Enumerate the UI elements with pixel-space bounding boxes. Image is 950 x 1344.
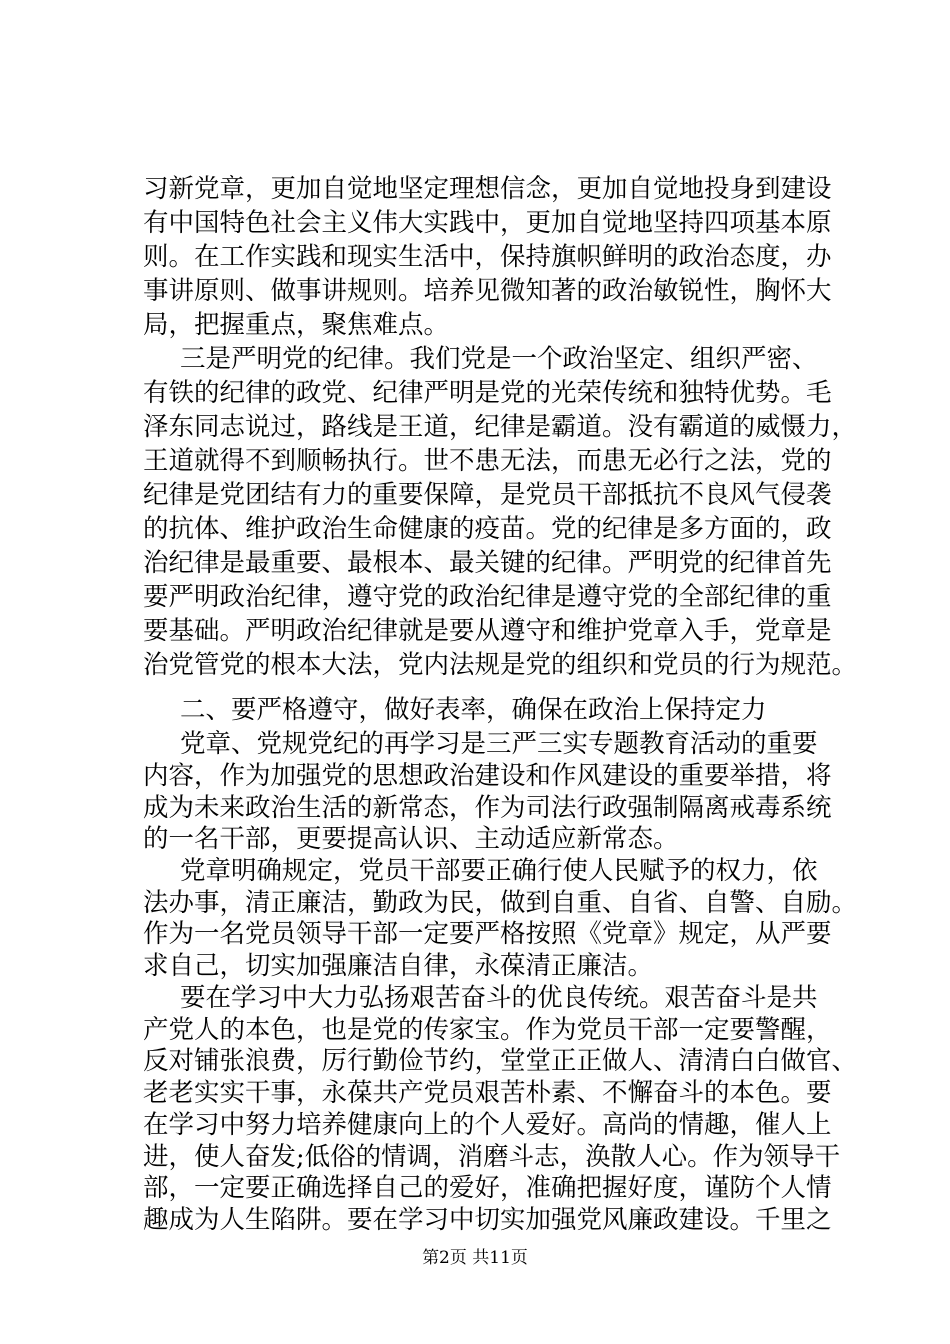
text-line: 产党人的本色，也是党的传家宝。作为党员干部一定要警醒， bbox=[143, 1014, 832, 1045]
text-line: 纪律是党团结有力的重要保障，是党员干部抵抗不良风气侵袭 bbox=[143, 480, 832, 510]
text-line: 局，把握重点，聚焦难点。 bbox=[143, 310, 450, 340]
text-line: 成为未来政治生活的新常态，作为司法行政强制隔离戒毒系统 bbox=[143, 792, 832, 823]
text-line: 要在学习中大力弘扬艰苦奋斗的优良传统。艰苦奋斗是共 bbox=[180, 982, 818, 1013]
text-line: 趣成为人生陷阱。要在学习中切实加强党风廉政建设。千里之 bbox=[143, 1205, 832, 1235]
text-line: 党章明确规定，党员干部要正确行使人民赋予的权力，依 bbox=[180, 855, 818, 886]
text-line: 三是严明党的纪律。我们党是一个政治坚定、组织严密、 bbox=[180, 344, 818, 374]
text-line: 王道就得不到顺畅执行。世不患无法，而患无必行之法，党的 bbox=[143, 446, 832, 476]
text-line: 要严明政治纪律，遵守党的政治纪律是遵守党的全部纪律的重 bbox=[143, 582, 832, 612]
text-line: 的一名干部，更要提高认识、主动适应新常态。 bbox=[143, 824, 679, 855]
text-line: 在学习中努力培养健康向上的个人爱好。高尚的情趣，催人上 bbox=[143, 1109, 832, 1140]
text-line: 事讲原则、做事讲规则。培养见微知著的政治敏锐性，胸怀大 bbox=[143, 276, 832, 306]
text-line: 有铁的纪律的政党、纪律严明是党的光荣传统和独特优势。毛 bbox=[143, 378, 832, 408]
text-line: 法办事，清正廉洁，勤政为民，做到自重、自省、自警、自励。 bbox=[143, 887, 858, 918]
text-line: 作为一名党员领导干部一定要严格按照《党章》规定，从严要 bbox=[143, 919, 832, 950]
text-line: 党章、党规党纪的再学习是三严三实专题教育活动的重要 bbox=[180, 729, 818, 759]
text-line: 进，使人奋发;低俗的情调，消磨斗志，涣散人心。作为领导干 bbox=[143, 1141, 841, 1172]
text-line: 反对铺张浪费，厉行勤俭节约，堂堂正正做人、清清白白做官、 bbox=[143, 1046, 858, 1077]
text-line: 治党管党的根本大法，党内法规是党的组织和党员的行为规范。 bbox=[143, 650, 858, 680]
text-line: 内容，作为加强党的思想政治建设和作风建设的重要举措，将 bbox=[143, 760, 832, 791]
text-line: 求自己，切实加强廉洁自律，永葆清正廉洁。 bbox=[143, 951, 654, 982]
section-heading: 二、要严格遵守，做好表率，确保在政治上保持定力 bbox=[180, 695, 767, 725]
text-line: 部，一定要正确选择自己的爱好，准确把握好度，谨防个人情 bbox=[143, 1173, 832, 1204]
text-line: 的抗体、维护政治生命健康的疫苗。党的纪律是多方面的，政 bbox=[143, 514, 832, 544]
text-line: 泽东同志说过，路线是王道，纪律是霸道。没有霸道的威慑力， bbox=[143, 412, 858, 442]
text-line: 老老实实干事，永葆共产党员艰苦朴素、不懈奋斗的本色。要 bbox=[143, 1078, 832, 1109]
text-line: 治纪律是最重要、最根本、最关键的纪律。严明党的纪律首先 bbox=[143, 548, 832, 578]
text-line: 要基础。严明政治纪律就是要从遵守和维护党章入手，党章是 bbox=[143, 616, 832, 646]
text-line: 则。在工作实践和现实生活中，保持旗帜鲜明的政治态度，办 bbox=[143, 242, 832, 272]
page-footer: 第2页 共11页 bbox=[422, 1248, 528, 1268]
text-line: 有中国特色社会主义伟大实践中，更加自觉地坚持四项基本原 bbox=[143, 208, 832, 238]
text-line: 习新党章，更加自觉地坚定理想信念，更加自觉地投身到建设 bbox=[143, 174, 832, 204]
